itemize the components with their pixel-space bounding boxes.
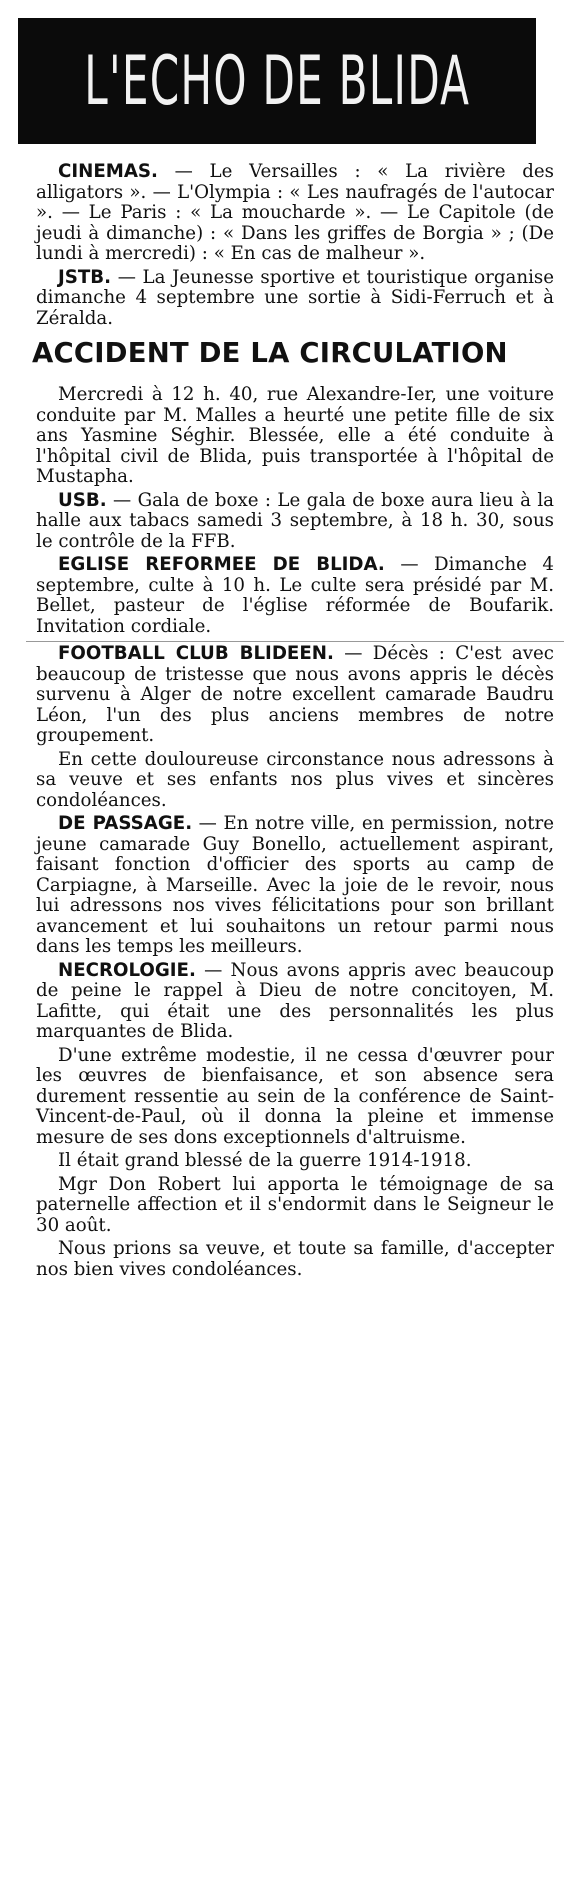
brief-passage <box>36 814 554 958</box>
brief-necrologie <box>36 961 554 1043</box>
masthead-banner <box>18 18 536 144</box>
brief-football <box>36 644 554 747</box>
necrologie-paragraph-5: Nous prions sa veuve, et toute sa famille, d'accepter nos bien vives condoléances. <box>36 1238 554 1280</box>
brief-cinemas <box>36 162 554 265</box>
brief-eglise <box>36 555 554 637</box>
brief-necrologie-lead: NECROLOGIE. <box>58 959 196 981</box>
accident-body: Mercredi à 12 h. 40, rue Alexandre-Ier, une voiture conduite par M. Malles a heurté une petite fille de six ans Yasmine Séghir. Blessée, elle a été conduite à l'hôpital civil de Blida, puis transportée à l'hôpital de Mustapha. <box>36 384 554 487</box>
brief-cinemas-lead: CINEMAS. <box>58 161 158 182</box>
brief-jstb <box>36 268 554 330</box>
brief-usb <box>36 491 554 553</box>
brief-necrologie-text: — Nous avons appris avec beaucoup de peine le rappel à Dieu de notre concitoyen, M. Lafitte, qui était une des personnalités les plus marquantes de Blida. <box>36 959 554 1042</box>
brief-usb-lead: USB. <box>58 489 107 511</box>
brief-passage-lead: DE PASSAGE. <box>58 813 193 834</box>
brief-cinemas-text: — Le Versailles : « La rivière des alligators ». — L'Olympia : « Les naufragés de l'autocar ». — Le Paris : « La moucharde ». — Le Capitole (de jeudi à dimanche) : « Dans les griffes de Borgia » ; (De lundi à mercredi) : « En cas de malheur ». <box>36 161 554 264</box>
brief-football-lead: FOOTBALL CLUB BLIDEEN. <box>58 643 334 664</box>
brief-jstb-lead: JSTB. <box>58 266 112 288</box>
brief-passage-text: — En notre ville, en permission, notre jeune camarade Guy Bonello, actuellement aspirant, faisant fonction d'officier des sports au camp de Carpiagne, à Marseille. Avec la joie de le revoir, nous lui adressons nos vives félicitations pour son brillant avancement et lui souhaitons un retour parmi nous dans les temps les meilleurs. <box>36 813 555 957</box>
brief-football-condolences: En cette douloureuse circonstance nous adressons à sa veuve et ses enfants nos plus vives et sincères condoléances. <box>36 748 554 811</box>
brief-football-text: — Décès : C'est avec beaucoup de tristesse que nous avons appris le décès survenu à Alger de notre excellent camarade Baudru Léon, l'un des plus anciens membres de notre groupement. <box>36 643 554 746</box>
article-column <box>32 161 555 1283</box>
necrologie-paragraph-2: D'une extrême modestie, il ne cessa d'œuvrer pour les œuvres de bienfaisance, et son absence sera durement ressentie au sein de la conférence de Saint-Vincent-de-Paul, où il donna la pleine et immense mesure de ses dons exceptionnels d'altruisme. <box>36 1044 554 1148</box>
brief-eglise-text: — Dimanche 4 septembre, culte à 10 h. Le culte sera présidé par M. Bellet, pasteur de l'église réformée de Boufarik. Invitation cordiale. <box>36 554 554 637</box>
masthead-title: L'ECHO DE BLIDA <box>84 41 470 121</box>
brief-eglise-lead: EGLISE REFORMEE DE BLIDA. <box>58 554 385 575</box>
brief-usb-text: — Gala de boxe : Le gala de boxe aura lieu à la halle aux tabacs samedi 3 septembre, à 18 h. 30, sous le contrôle de la FFB. <box>36 489 554 552</box>
necrologie-paragraph-4: Mgr Don Robert lui apporta le témoignage de sa paternelle affection et il s'endormit dans le Seigneur le 30 août. <box>36 1173 554 1236</box>
clipping-divider <box>26 641 564 642</box>
necrologie-paragraph-3: Il était grand blessé de la guerre 1914-1918. <box>58 1150 472 1171</box>
accident-headline: ACCIDENT DE LA CIRCULATION <box>32 337 508 369</box>
brief-jstb-text: — La Jeunesse sportive et touristique organise dimanche 4 septembre une sortie à Sidi-Ferruch et à Zéralda. <box>36 266 554 329</box>
